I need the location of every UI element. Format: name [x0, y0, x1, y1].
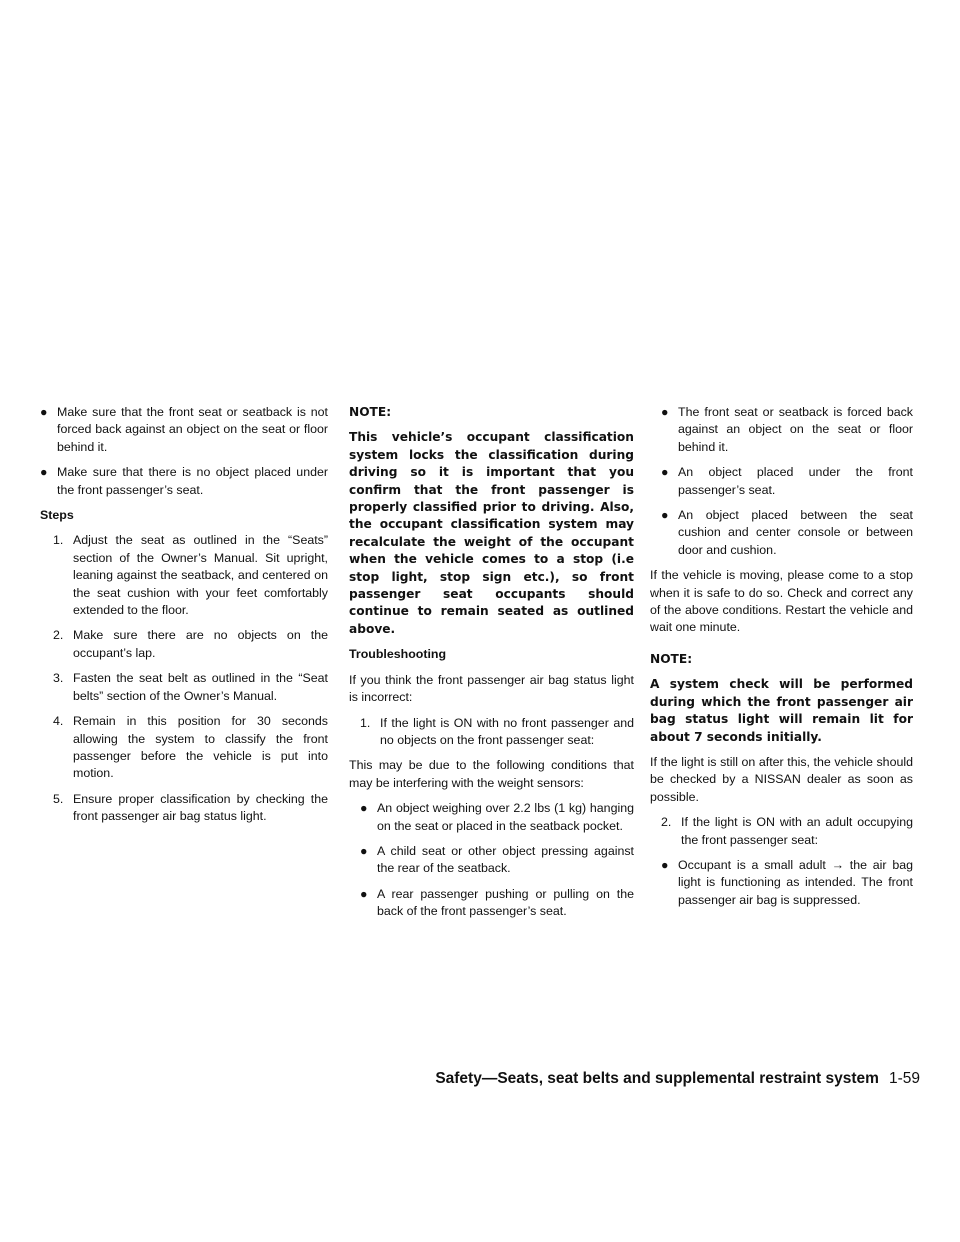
still-on-text: If the light is still on after this, the vehicle should be checked by a NISSAN dealer as soon as possible. [650, 754, 913, 804]
item-text: If the light is ON with no front passenger and no objects on the front passenger seat: [380, 715, 634, 747]
bullet-icon: ● [661, 405, 669, 419]
conditions-intro: This may be due to the following conditions that may be interfering with the weight sensors: [349, 758, 634, 790]
numbered-item [349, 715, 634, 750]
step-item [40, 627, 328, 662]
item-text: If the light is ON with an adult occupying the front passenger seat: [681, 815, 913, 847]
bullet-text: Occupant is a small adult → the air bag light is functioning as intended. The front passenger air bag is suppressed. [678, 857, 913, 907]
step-item [40, 713, 328, 783]
note-text: This vehicle’s occupant classification system locks the classification during driving so it is important that you confirm that the front passenger is properly classified prior to driving. Also, the occupant classification system may recalculate the weight of the occupant when the vehicle comes to a stop (i.e stop light, stop sign etc.), so front passenger seat occupants should continue to remain seated as outlined above. [349, 430, 634, 636]
bullet-icon: ● [40, 405, 48, 419]
note-label: NOTE: [650, 651, 693, 666]
step-text: Make sure there are no objects on the occupant’s lap. [73, 628, 328, 660]
step-item [40, 670, 328, 705]
bullet-text: An object weighing over 2.2 lbs (1 kg) hanging on the seat or placed in the seatback pocket. [377, 801, 634, 833]
bullet-text: A child seat or other object pressing against the rear of the seatback. [377, 843, 634, 876]
step-number: 5. [53, 791, 64, 806]
step-text: Remain in this position for 30 seconds allowing the system to classify the front passenger before the vehicle is put into motion. [73, 714, 328, 781]
moving-instructions: If the vehicle is moving, please come to a stop when it is safe to do so. Check and correct any of the above conditions. Restart the vehicle and wait one minute. [650, 568, 913, 635]
bullet-icon: ● [360, 801, 368, 816]
column-2 [349, 404, 634, 929]
list-item [349, 886, 634, 921]
step-text: Fasten the seat belt as outlined in the “Seat belts” section of the Owner’s Manual. [73, 671, 328, 703]
list-item [650, 404, 913, 456]
page-footer [435, 1070, 920, 1088]
bullet-text: An object placed between the seat cushion and center console or between door and cushion. [678, 508, 913, 557]
bullet-text: Make sure that there is no object placed under the front passenger’s seat. [57, 465, 328, 497]
step-text: Adjust the seat as outlined in the “Seats” section of the Owner’s Manual. Sit upright, leaning against the seatback, and centered on the seat cushion with your feet comfortably extended to the floor. [73, 533, 328, 618]
bullet-text: Make sure that the front seat or seatback is not forced back against an object on the seat or floor behind it. [57, 405, 328, 454]
steps-heading: Steps [40, 508, 74, 523]
list-item [650, 464, 913, 499]
note-label: NOTE: [349, 405, 392, 419]
step-number: 1. [53, 533, 64, 548]
item-number: 1. [360, 715, 371, 730]
step-item [40, 532, 328, 619]
note-text: A system check will be performed during which the front passenger air bag status light will remain lit for about 7 seconds initially. [650, 677, 913, 744]
list-item [650, 857, 913, 909]
list-item [650, 507, 913, 559]
step-number: 3. [53, 671, 64, 686]
list-item [349, 800, 634, 835]
numbered-item [650, 814, 913, 849]
step-item [40, 791, 328, 826]
column-3 [650, 404, 913, 917]
step-number: 4. [53, 714, 64, 729]
bullet-icon: ● [40, 465, 48, 480]
list-item [40, 404, 328, 456]
bullet-icon: ● [661, 508, 669, 523]
step-text: Ensure proper classification by checking the front passenger air bag status light. [73, 791, 328, 824]
column-1 [40, 404, 328, 834]
troubleshooting-intro: If you think the front passenger air bag status light is incorrect: [349, 672, 634, 705]
bullet-text: The front seat or seatback is forced back against an object on the seat or floor behind it. [678, 405, 913, 454]
bullet-text: An object placed under the front passenger’s seat. [678, 465, 913, 497]
item-number: 2. [661, 815, 672, 830]
troubleshooting-heading: Troubleshooting [349, 647, 447, 662]
bullet-icon: ● [360, 886, 368, 901]
list-item [349, 843, 634, 878]
bullet-text: A rear passenger pushing or pulling on the back of the front passenger’s seat. [377, 886, 634, 919]
section-title: Safety—Seats, seat belts and supplemental restraint system [435, 1070, 879, 1087]
bullet-icon: ● [360, 843, 368, 858]
page-number: 1-59 [888, 1070, 920, 1087]
bullet-icon: ● [661, 465, 669, 480]
bullet-icon: ● [661, 857, 669, 872]
step-number: 2. [53, 628, 64, 643]
list-item [40, 464, 328, 499]
